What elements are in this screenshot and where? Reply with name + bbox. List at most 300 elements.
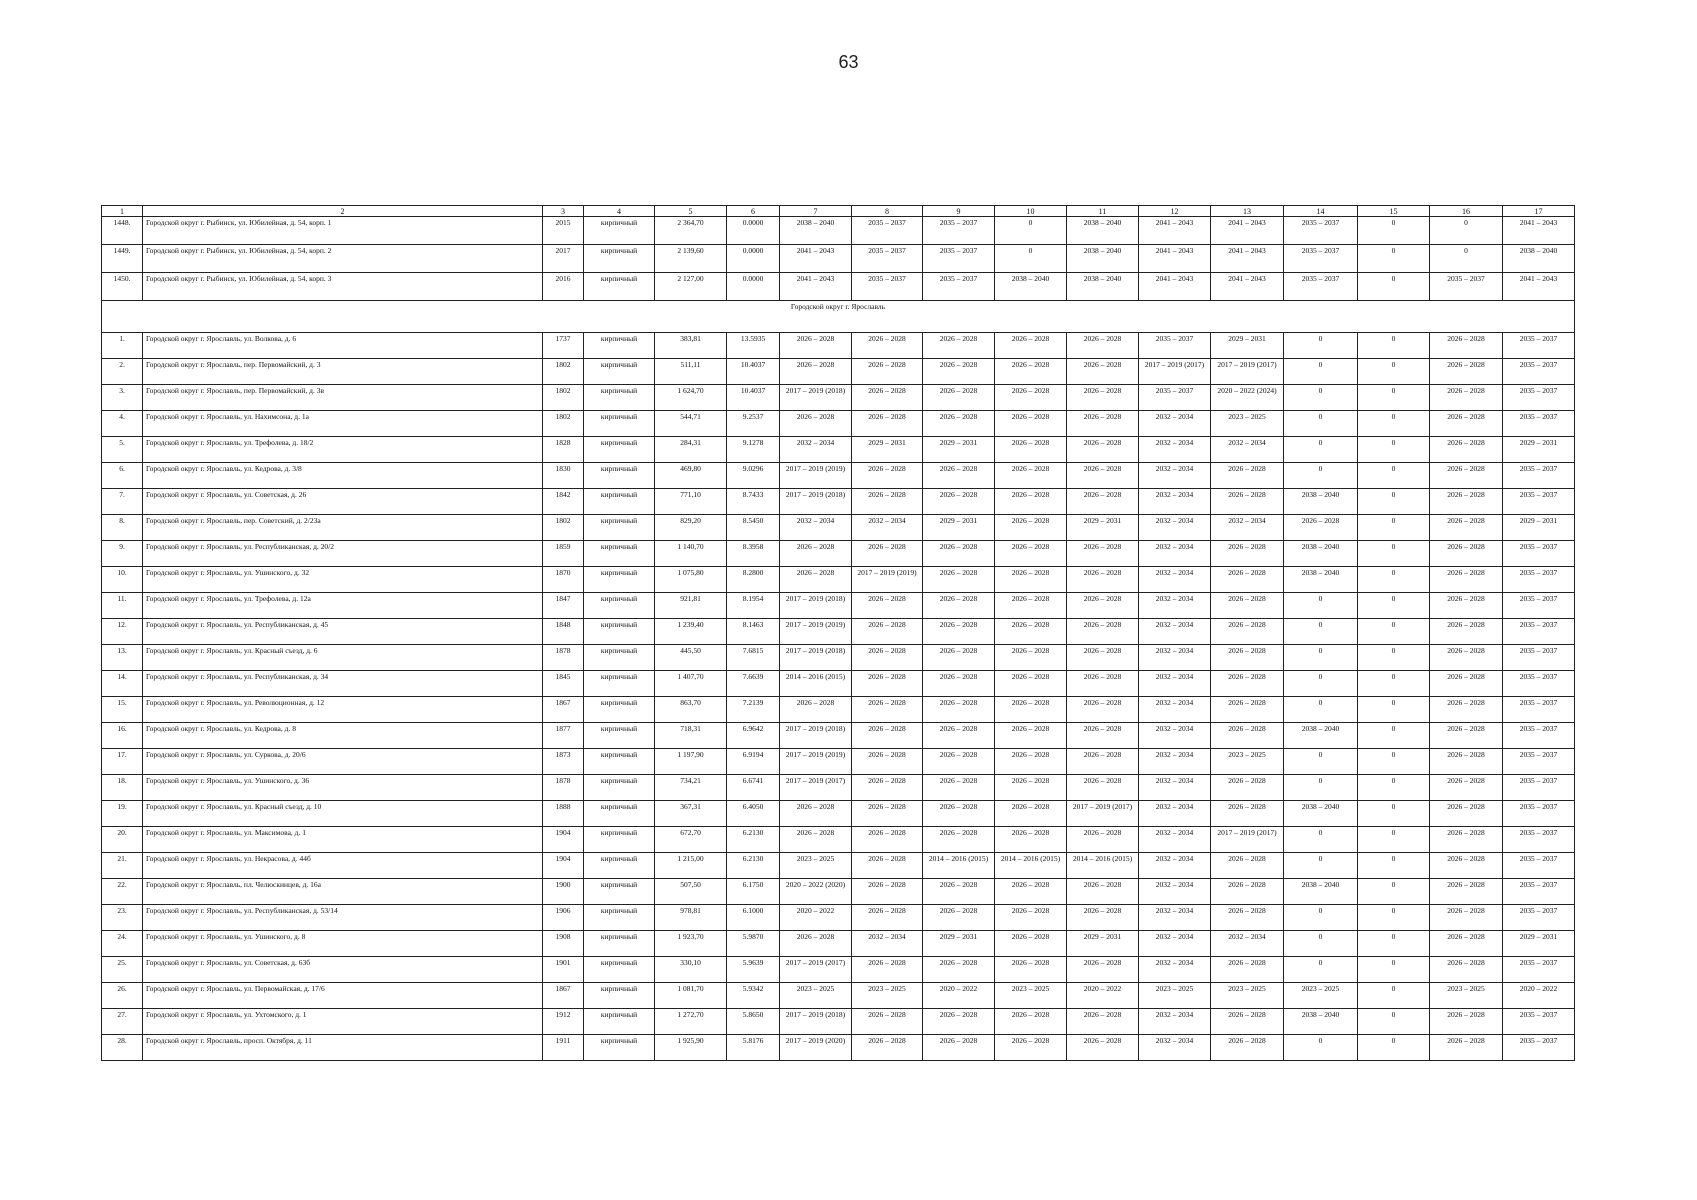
table-cell: 2026 – 2028 <box>1211 463 1284 489</box>
row-number: 1449. <box>102 245 143 273</box>
table-cell: 2032 – 2034 <box>852 931 923 957</box>
table-cell: 2029 – 2031 <box>852 437 923 463</box>
table-cell: 0 <box>1358 775 1430 801</box>
table-cell: 1802 <box>543 385 584 411</box>
table-cell: 2020 – 2022 <box>780 905 852 931</box>
table-cell: 2014 – 2016 (2015) <box>780 671 852 697</box>
table-row <box>102 463 1575 489</box>
table-cell: 2026 – 2028 <box>852 411 923 437</box>
table-cell: 2017 – 2019 (2017) <box>780 775 852 801</box>
table-cell: 2026 – 2028 <box>1430 489 1503 515</box>
table-cell: 2038 – 2040 <box>1284 879 1358 905</box>
address-cell: Городской округ г. Ярославль, пер. Первомайский, д. 3 <box>143 359 543 385</box>
table-cell: 2026 – 2028 <box>852 619 923 645</box>
table-cell: 1 081,70 <box>655 983 727 1009</box>
table-cell: 2026 – 2028 <box>923 463 995 489</box>
table-cell: 1847 <box>543 593 584 619</box>
table-cell: 2026 – 2028 <box>852 957 923 983</box>
table-cell: 2026 – 2028 <box>852 801 923 827</box>
table-cell: 0 <box>1284 931 1358 957</box>
address-cell: Городской округ г. Ярославль, ул. Ушинского, д. 32 <box>143 567 543 593</box>
table-cell: 0 <box>1430 217 1503 245</box>
table-cell: 2026 – 2028 <box>1067 1035 1139 1061</box>
address-cell: Городской округ г. Ярославль, пл. Челюскинцев, д. 16а <box>143 879 543 905</box>
table-cell: 0 <box>1284 359 1358 385</box>
table-cell: 2026 – 2028 <box>1211 853 1284 879</box>
table-cell: 2026 – 2028 <box>852 463 923 489</box>
table-cell: 0 <box>1284 671 1358 697</box>
table-cell: 1911 <box>543 1035 584 1061</box>
table-cell: 10.4037 <box>727 385 780 411</box>
row-number: 22. <box>102 879 143 905</box>
table-cell: 2035 – 2037 <box>852 245 923 273</box>
table-cell: 0 <box>1358 541 1430 567</box>
table-row <box>102 1009 1575 1035</box>
table-cell: 2029 – 2031 <box>1503 931 1575 957</box>
column-number-4: 4 <box>584 206 655 217</box>
table-cell: 8.5450 <box>727 515 780 541</box>
table-cell: 8.7433 <box>727 489 780 515</box>
table-cell: 2026 – 2028 <box>995 723 1067 749</box>
table-cell: 2 139,60 <box>655 245 727 273</box>
table-cell: 2026 – 2028 <box>852 827 923 853</box>
table-cell: 2026 – 2028 <box>995 411 1067 437</box>
table-cell: 2038 – 2040 <box>1284 567 1358 593</box>
table-cell: 2026 – 2028 <box>1430 385 1503 411</box>
table-cell: 1904 <box>543 827 584 853</box>
column-number-10: 10 <box>995 206 1067 217</box>
table-cell: 2026 – 2028 <box>995 333 1067 359</box>
table-cell: 5.8650 <box>727 1009 780 1035</box>
column-number-2: 2 <box>143 206 543 217</box>
table-cell: 2026 – 2028 <box>1430 541 1503 567</box>
table-cell: 2026 – 2028 <box>1430 697 1503 723</box>
table-cell: 2017 – 2019 (2019) <box>780 463 852 489</box>
table-cell: 2035 – 2037 <box>1503 1009 1575 1035</box>
table-cell: 2026 – 2028 <box>1430 801 1503 827</box>
table-cell: 2026 – 2028 <box>852 879 923 905</box>
table-cell: 2026 – 2028 <box>995 749 1067 775</box>
table-cell: 6.2130 <box>727 853 780 879</box>
table-row <box>102 957 1575 983</box>
table-cell: кирпичный <box>584 775 655 801</box>
table-cell: 1 239,40 <box>655 619 727 645</box>
row-number: 1450. <box>102 273 143 301</box>
table-cell: 0 <box>1284 749 1358 775</box>
address-cell: Городской округ г. Ярославль, ул. Советская, д. 63б <box>143 957 543 983</box>
table-cell: 2032 – 2034 <box>852 515 923 541</box>
table-cell: 2026 – 2028 <box>1067 333 1139 359</box>
address-cell: Городской округ г. Ярославль, ул. Ушинского, д. 36 <box>143 775 543 801</box>
table-cell: 6.1000 <box>727 905 780 931</box>
row-number: 3. <box>102 385 143 411</box>
table-cell: 921,81 <box>655 593 727 619</box>
table-cell: 2032 – 2034 <box>1139 801 1211 827</box>
table-cell: 2026 – 2028 <box>1430 645 1503 671</box>
table-cell: 2026 – 2028 <box>1211 619 1284 645</box>
table-cell: 2032 – 2034 <box>1139 905 1211 931</box>
table-cell: 0 <box>1358 879 1430 905</box>
table-cell: 2023 – 2025 <box>1211 411 1284 437</box>
table-cell: 2026 – 2028 <box>1067 905 1139 931</box>
address-cell: Городской округ г. Ярославль, ул. Трефолева, д. 18/2 <box>143 437 543 463</box>
table-cell: 2026 – 2028 <box>780 801 852 827</box>
table-cell: 2026 – 2028 <box>852 593 923 619</box>
table-cell: 2026 – 2028 <box>923 1009 995 1035</box>
table-cell: 2026 – 2028 <box>923 749 995 775</box>
table-cell: 2041 – 2043 <box>1211 273 1284 301</box>
table-cell: 1859 <box>543 541 584 567</box>
table-cell: 2035 – 2037 <box>1503 645 1575 671</box>
table-cell: 8.1954 <box>727 593 780 619</box>
table-cell: 0 <box>1358 827 1430 853</box>
table-row <box>102 879 1575 905</box>
table-cell: 2026 – 2028 <box>852 489 923 515</box>
table-cell: 2023 – 2025 <box>780 853 852 879</box>
table-cell: 0 <box>1284 463 1358 489</box>
table-cell: 2026 – 2028 <box>995 827 1067 853</box>
table-cell: 1888 <box>543 801 584 827</box>
table-cell: 2038 – 2040 <box>1284 1009 1358 1035</box>
table-cell: 2032 – 2034 <box>1139 749 1211 775</box>
table-cell: 1 272,70 <box>655 1009 727 1035</box>
table-cell: 2041 – 2043 <box>1139 217 1211 245</box>
housing-register-table <box>101 205 1575 1061</box>
table-cell: 2035 – 2037 <box>1503 723 1575 749</box>
table-cell: 10.4037 <box>727 359 780 385</box>
table-cell: 2026 – 2028 <box>852 1035 923 1061</box>
table-cell: 2017 – 2019 (2017) <box>780 957 852 983</box>
table-cell: 0 <box>1284 775 1358 801</box>
row-number: 12. <box>102 619 143 645</box>
table-cell: 2026 – 2028 <box>852 359 923 385</box>
table-cell: 2032 – 2034 <box>1139 1035 1211 1061</box>
table-row <box>102 853 1575 879</box>
table-cell: 2032 – 2034 <box>1139 593 1211 619</box>
table-cell: 1867 <box>543 983 584 1009</box>
table-cell: 2026 – 2028 <box>1067 385 1139 411</box>
address-cell: Городской округ г. Ярославль, ул. Суркова, д. 20/6 <box>143 749 543 775</box>
table-cell: 2032 – 2034 <box>1139 931 1211 957</box>
table-cell: 2026 – 2028 <box>1211 801 1284 827</box>
table-cell: 2026 – 2028 <box>1430 671 1503 697</box>
table-cell: 0 <box>1358 1009 1430 1035</box>
table-cell: 2026 – 2028 <box>852 775 923 801</box>
table-cell: 2035 – 2037 <box>1503 749 1575 775</box>
address-cell: Городской округ г. Ярославль, ул. Волкова, д. 6 <box>143 333 543 359</box>
column-number-16: 16 <box>1430 206 1503 217</box>
table-cell: 2032 – 2034 <box>1139 515 1211 541</box>
table-cell: кирпичный <box>584 273 655 301</box>
table-cell: 2026 – 2028 <box>1067 541 1139 567</box>
table-cell: 2026 – 2028 <box>1430 749 1503 775</box>
row-number: 16. <box>102 723 143 749</box>
row-number: 15. <box>102 697 143 723</box>
table-cell: 2023 – 2025 <box>852 983 923 1009</box>
column-number-14: 14 <box>1284 206 1358 217</box>
table-cell: 2020 – 2022 (2020) <box>780 879 852 905</box>
table-cell: 2026 – 2028 <box>852 723 923 749</box>
table-cell: 2026 – 2028 <box>780 567 852 593</box>
table-row <box>102 541 1575 567</box>
table-cell: 2014 – 2016 (2015) <box>1067 853 1139 879</box>
table-cell: 2026 – 2028 <box>780 827 852 853</box>
table-cell: кирпичный <box>584 1009 655 1035</box>
table-cell: 2026 – 2028 <box>780 931 852 957</box>
table-cell: кирпичный <box>584 567 655 593</box>
table-cell: 2026 – 2028 <box>1430 827 1503 853</box>
table-cell: кирпичный <box>584 1035 655 1061</box>
table-cell: 2026 – 2028 <box>923 489 995 515</box>
column-number-3: 3 <box>543 206 584 217</box>
table-cell: 2026 – 2028 <box>923 775 995 801</box>
table-cell: 0 <box>1284 385 1358 411</box>
table-cell: 544,71 <box>655 411 727 437</box>
table-row <box>102 645 1575 671</box>
table-cell: 2029 – 2031 <box>1211 333 1284 359</box>
table-cell: 2026 – 2028 <box>995 905 1067 931</box>
table-cell: 2026 – 2028 <box>1211 775 1284 801</box>
table-row <box>102 723 1575 749</box>
table-cell: 2026 – 2028 <box>1211 1035 1284 1061</box>
table-cell: 1 215,00 <box>655 853 727 879</box>
column-number-header-row <box>102 206 1575 217</box>
table-cell: 2026 – 2028 <box>1067 411 1139 437</box>
table-cell: 2026 – 2028 <box>1067 879 1139 905</box>
table-cell: 0 <box>1284 697 1358 723</box>
table-cell: 2026 – 2028 <box>923 567 995 593</box>
table-cell: 2026 – 2028 <box>923 827 995 853</box>
column-number-7: 7 <box>780 206 852 217</box>
table-cell: кирпичный <box>584 801 655 827</box>
table-cell: кирпичный <box>584 463 655 489</box>
row-number: 26. <box>102 983 143 1009</box>
table-cell: 1873 <box>543 749 584 775</box>
table-cell: 0 <box>1358 749 1430 775</box>
table-cell: 2026 – 2028 <box>852 1009 923 1035</box>
table-cell: 2026 – 2028 <box>923 723 995 749</box>
table-cell: 2035 – 2037 <box>1503 827 1575 853</box>
table-cell: 2026 – 2028 <box>923 619 995 645</box>
table-cell: 2035 – 2037 <box>923 217 995 245</box>
table-cell: 2014 – 2016 (2015) <box>923 853 995 879</box>
table-cell: 0 <box>1358 645 1430 671</box>
table-cell: 2017 – 2019 (2018) <box>780 593 852 619</box>
table-cell: кирпичный <box>584 749 655 775</box>
table-cell: 2035 – 2037 <box>1503 385 1575 411</box>
table-cell: 2026 – 2028 <box>1211 723 1284 749</box>
table-cell: 2032 – 2034 <box>1139 645 1211 671</box>
table-cell: 0 <box>995 217 1067 245</box>
table-cell: 2026 – 2028 <box>852 905 923 931</box>
table-cell: 2026 – 2028 <box>852 749 923 775</box>
table-cell: 1 624,70 <box>655 385 727 411</box>
table-cell: кирпичный <box>584 217 655 245</box>
column-number-11: 11 <box>1067 206 1139 217</box>
table-cell: 2026 – 2028 <box>780 541 852 567</box>
table-row <box>102 619 1575 645</box>
table-cell: 2029 – 2031 <box>923 515 995 541</box>
table-cell: кирпичный <box>584 359 655 385</box>
table-cell: 2026 – 2028 <box>1211 879 1284 905</box>
table-cell: 0 <box>1358 217 1430 245</box>
table-cell: 2038 – 2040 <box>1284 541 1358 567</box>
table-cell: 2026 – 2028 <box>995 567 1067 593</box>
table-cell: 2 127,00 <box>655 273 727 301</box>
table-cell: 2026 – 2028 <box>1211 957 1284 983</box>
table-cell: 1830 <box>543 463 584 489</box>
table-cell: 6.4050 <box>727 801 780 827</box>
table-cell: 2026 – 2028 <box>1430 723 1503 749</box>
table-row <box>102 775 1575 801</box>
table-cell: 2032 – 2034 <box>1139 619 1211 645</box>
row-number: 13. <box>102 645 143 671</box>
table-row <box>102 489 1575 515</box>
table-cell: 2 364,70 <box>655 217 727 245</box>
table-cell: 1845 <box>543 671 584 697</box>
table-cell: 0 <box>1358 671 1430 697</box>
table-cell: 330,10 <box>655 957 727 983</box>
table-cell: кирпичный <box>584 671 655 697</box>
table-cell: 9.2537 <box>727 411 780 437</box>
column-number-5: 5 <box>655 206 727 217</box>
row-number: 25. <box>102 957 143 983</box>
table-cell: 2026 – 2028 <box>1211 671 1284 697</box>
table-cell: 2035 – 2037 <box>923 245 995 273</box>
table-cell: 0 <box>1358 957 1430 983</box>
table-cell: 1 197,90 <box>655 749 727 775</box>
row-number: 27. <box>102 1009 143 1035</box>
table-cell: 2026 – 2028 <box>995 1009 1067 1035</box>
address-cell: Городской округ г. Ярославль, пер. Первомайский, д. 3в <box>143 385 543 411</box>
table-cell: 1912 <box>543 1009 584 1035</box>
table-cell: 1867 <box>543 697 584 723</box>
table-cell: 0 <box>1284 333 1358 359</box>
table-cell: 2017 – 2019 (2020) <box>780 1035 852 1061</box>
table-cell: 2026 – 2028 <box>780 359 852 385</box>
table-cell: 2035 – 2037 <box>1503 1035 1575 1061</box>
table-cell: 2026 – 2028 <box>995 931 1067 957</box>
table-cell: 2035 – 2037 <box>1503 671 1575 697</box>
table-cell: 2020 – 2022 <box>923 983 995 1009</box>
table-cell: 0 <box>1358 463 1430 489</box>
table-cell: 2026 – 2028 <box>995 385 1067 411</box>
table-cell: 6.9194 <box>727 749 780 775</box>
table-cell: 0 <box>1284 1035 1358 1061</box>
row-number: 24. <box>102 931 143 957</box>
table-cell: 13.5935 <box>727 333 780 359</box>
table-cell: 2026 – 2028 <box>995 619 1067 645</box>
table-cell: 2026 – 2028 <box>1067 749 1139 775</box>
table-cell: 2032 – 2034 <box>780 515 852 541</box>
table-cell: 2026 – 2028 <box>1067 593 1139 619</box>
table-cell: 9.0296 <box>727 463 780 489</box>
table-cell: 771,10 <box>655 489 727 515</box>
table-cell: 2026 – 2028 <box>1067 619 1139 645</box>
table-cell: 0 <box>1358 593 1430 619</box>
table-cell: 2026 – 2028 <box>923 333 995 359</box>
address-cell: Городской округ г. Ярославль, ул. Некрасова, д. 44б <box>143 853 543 879</box>
table-cell: 2035 – 2037 <box>1503 541 1575 567</box>
table-cell: 2041 – 2043 <box>1503 273 1575 301</box>
table-cell: 383,81 <box>655 333 727 359</box>
table-cell: 0 <box>1358 273 1430 301</box>
table-row <box>102 749 1575 775</box>
page-number: 63 <box>838 52 859 72</box>
table-cell: 2038 – 2040 <box>1284 489 1358 515</box>
address-cell: Городской округ г. Ярославль, ул. Ушинского, д. 8 <box>143 931 543 957</box>
column-number-12: 12 <box>1139 206 1211 217</box>
table-cell: 8.2800 <box>727 567 780 593</box>
table-cell: 2026 – 2028 <box>923 359 995 385</box>
column-number-17: 17 <box>1503 206 1575 217</box>
table-cell: кирпичный <box>584 385 655 411</box>
table-cell: 2032 – 2034 <box>1139 879 1211 905</box>
table-cell: 2026 – 2028 <box>1211 593 1284 619</box>
table-row <box>102 593 1575 619</box>
table-cell: 0 <box>1284 645 1358 671</box>
table-cell: 2026 – 2028 <box>1430 437 1503 463</box>
table-cell: 2026 – 2028 <box>923 645 995 671</box>
table-cell: 8.3958 <box>727 541 780 567</box>
address-cell: Городской округ г. Ярославль, ул. Кедрова, д. 3/8 <box>143 463 543 489</box>
table-cell: 2014 – 2016 (2015) <box>995 853 1067 879</box>
table-cell: 2026 – 2028 <box>1211 905 1284 931</box>
table-cell: кирпичный <box>584 515 655 541</box>
table-row <box>102 245 1575 273</box>
table-cell: 2032 – 2034 <box>1139 463 1211 489</box>
address-cell: Городской округ г. Ярославль, пер. Советский, д. 2/23а <box>143 515 543 541</box>
table-cell: 0 <box>1358 1035 1430 1061</box>
table-cell: 2026 – 2028 <box>1067 567 1139 593</box>
table-cell: 2026 – 2028 <box>1430 1009 1503 1035</box>
table-cell: 2032 – 2034 <box>780 437 852 463</box>
table-cell: 2041 – 2043 <box>1211 217 1284 245</box>
table-cell: 2026 – 2028 <box>1067 437 1139 463</box>
row-number: 20. <box>102 827 143 853</box>
row-number: 1448. <box>102 217 143 245</box>
table-cell: 2026 – 2028 <box>1430 853 1503 879</box>
table-cell: 672,70 <box>655 827 727 853</box>
table-cell: 2035 – 2037 <box>1503 879 1575 905</box>
row-number: 23. <box>102 905 143 931</box>
table-cell: 2026 – 2028 <box>1430 931 1503 957</box>
table-cell: кирпичный <box>584 333 655 359</box>
address-cell: Городской округ г. Ярославль, ул. Республиканская, д. 20/2 <box>143 541 543 567</box>
table-cell: 2032 – 2034 <box>1139 411 1211 437</box>
table-cell: 2026 – 2028 <box>1211 697 1284 723</box>
table-row <box>102 931 1575 957</box>
table-cell: 1 407,70 <box>655 671 727 697</box>
table-cell: 511,11 <box>655 359 727 385</box>
table-cell: 2032 – 2034 <box>1139 567 1211 593</box>
table-row <box>102 1035 1575 1061</box>
table-cell: 0 <box>1358 931 1430 957</box>
table-cell: 0 <box>1358 515 1430 541</box>
address-cell: Городской округ г. Ярославль, ул. Кедрова, д. 8 <box>143 723 543 749</box>
table-cell: 2032 – 2034 <box>1139 957 1211 983</box>
table-cell: 0.0000 <box>727 245 780 273</box>
table-cell: 2016 <box>543 273 584 301</box>
table-cell: кирпичный <box>584 697 655 723</box>
address-cell: Городской округ г. Ярославль, ул. Республиканская, д. 53/14 <box>143 905 543 931</box>
table-cell: 2026 – 2028 <box>1067 1009 1139 1035</box>
table-cell: 2023 – 2025 <box>1211 983 1284 1009</box>
table-cell: 2020 – 2022 <box>1503 983 1575 1009</box>
table-cell: 6.1750 <box>727 879 780 905</box>
column-number-8: 8 <box>852 206 923 217</box>
table-cell: 1878 <box>543 645 584 671</box>
